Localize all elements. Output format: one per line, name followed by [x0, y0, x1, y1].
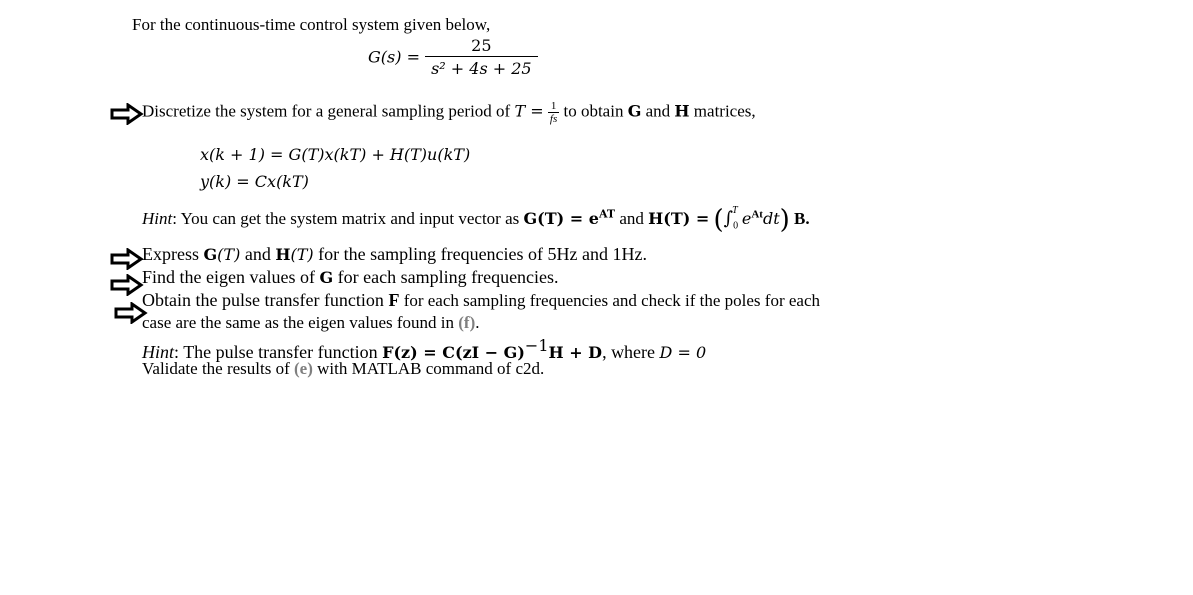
task-discretize-obtain: to obtain	[563, 101, 628, 121]
validate-post: with MATLAB command of c2d.	[312, 359, 545, 378]
integrand: e	[741, 209, 752, 228]
arrow-icon	[110, 274, 144, 296]
integral-sign: ∫	[723, 208, 734, 229]
output-equation: y(k) = Cx(kT)	[200, 172, 309, 191]
matrix-g: G	[319, 268, 334, 287]
task-pulse	[142, 290, 820, 311]
period: .	[475, 313, 480, 332]
validate-pre: Validate the results of	[142, 359, 295, 378]
task-eigen-text: Find the eigen values of	[142, 267, 320, 287]
arrow-icon	[110, 103, 144, 125]
task-pulse-line2-text: case are the same as the eigen values found in	[142, 313, 459, 332]
reference-f: (f)	[458, 313, 476, 332]
pulse-formula: F(z) = C(zI − G)	[382, 343, 525, 362]
task-pulse-text: Obtain the pulse transfer function	[142, 290, 389, 310]
matrices-text: matrices,	[689, 101, 756, 121]
task-express	[142, 244, 647, 265]
tf-denominator: s² + 4s + 25	[425, 56, 538, 78]
function-f: F	[388, 290, 400, 310]
matrix-g: G	[627, 101, 642, 121]
hint-text: : You can get the system matrix and input vector as	[172, 209, 524, 228]
task-discretize-text: Discretize the system for a general sampling period of	[142, 101, 515, 121]
matrix-h: H	[674, 101, 690, 121]
tf-lhs: G(s) =	[368, 47, 420, 67]
t-equals: T =	[514, 101, 544, 121]
integral-upper: T	[732, 205, 738, 217]
h-of-t: (T)	[290, 245, 314, 264]
sampling-fraction	[548, 100, 559, 125]
d-equals: D = 0	[659, 343, 707, 362]
g-expr-sup: AT	[598, 207, 616, 221]
task-pulse-post: for each sampling frequencies and check if the poles for each	[399, 291, 820, 310]
task-express-text: Express	[142, 244, 204, 264]
task-eigen	[142, 267, 559, 288]
matrix-g: G	[203, 245, 218, 264]
pulse-formula-b: H + D	[548, 343, 603, 362]
tf-numerator: 25	[471, 36, 492, 55]
right-paren: )	[779, 205, 790, 235]
state-equation: x(k + 1) = G(T)x(kT) + H(T)u(kT)	[200, 145, 471, 164]
tf-fraction	[425, 36, 538, 78]
reference-e: (e)	[294, 359, 313, 378]
g-expression	[524, 209, 616, 228]
and-text: and	[240, 244, 276, 264]
task-pulse-line2	[142, 313, 480, 333]
fraction-den: fs	[549, 113, 558, 125]
hint-and: and	[615, 209, 649, 228]
fraction-num: 1	[550, 100, 557, 112]
left-paren: (	[713, 205, 724, 235]
matrix-h: H	[275, 245, 291, 264]
arrow-icon	[110, 248, 144, 270]
task-discretize	[142, 100, 756, 125]
hint-text: : The pulse transfer function	[174, 342, 383, 362]
differential: dt	[762, 209, 780, 228]
hint-label: Hint	[142, 209, 173, 228]
inverse-sup: −1	[524, 336, 549, 355]
intro-text: For the continuous-time control system given below,	[132, 15, 491, 34]
task-express-freq: for the sampling frequencies of 5Hz and 1Hz.	[313, 244, 647, 264]
g-expr-text: G(T) = e	[523, 209, 599, 228]
g-of-t: (T)	[217, 245, 241, 264]
hint-label: Hint	[142, 342, 175, 362]
integrand-sup: At	[751, 208, 763, 221]
matrix-b: B.	[794, 209, 810, 228]
transfer-function	[368, 36, 538, 78]
where-text: , where	[602, 342, 660, 362]
hint-matrices	[142, 205, 810, 235]
integral-lower: 0	[733, 220, 739, 232]
validate-text	[142, 359, 544, 379]
h-expression: H(T) =	[648, 209, 710, 228]
and-text: and	[641, 101, 675, 121]
task-eigen-post: for each sampling frequencies.	[333, 267, 559, 287]
